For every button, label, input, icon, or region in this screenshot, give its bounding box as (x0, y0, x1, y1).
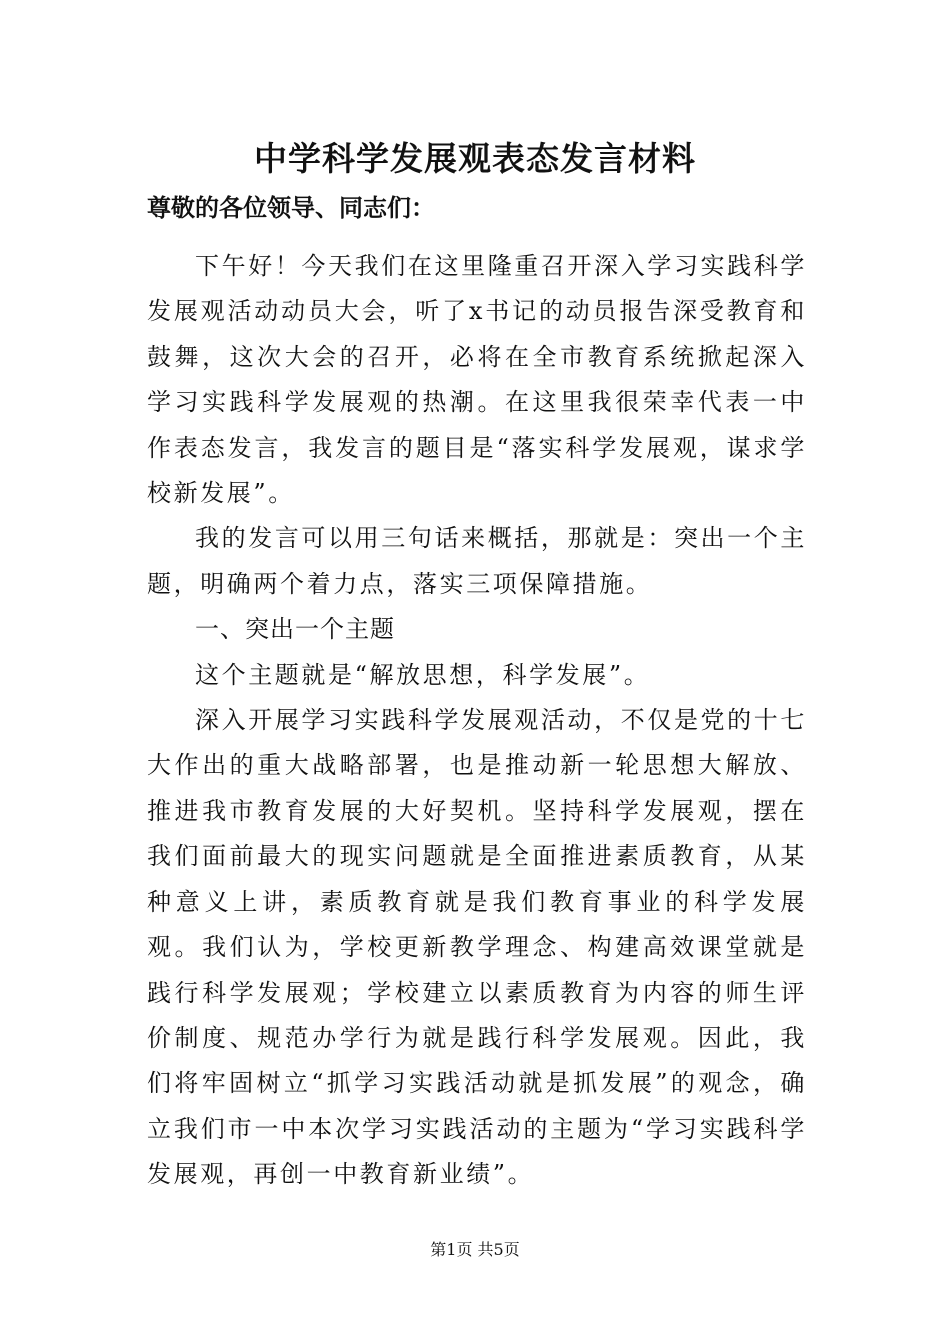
paragraph-theme-detail: 深入开展学习实践科学发展观活动，不仅是党的十七大作出的重大战略部署，也是推动新一轮思想大解放、推进我市教育发展的大好契机。坚持科学发展观，摆在我们面前最大的现实问题就是全面推进素质教育，从某种意义上讲，素质教育就是我们教育事业的科学发展观。我们认为，学校更新教学理念、构建高效课堂就是践行科学发展观；学校建立以素质教育为内容的师生评价制度、规范办学行为就是践行科学发展观。因此，我们将牢固树立“抓学习实践活动就是抓发展”的观念，确立我们市一中本次学习实践活动的主题为“学习实践科学发展观，再创一中教育新业绩”。 (147, 706, 807, 1189)
salutation: 尊敬的各位领导、同志们： (147, 193, 435, 222)
section-heading: 一、突出一个主题 (195, 615, 395, 644)
page-footer: 第1页 共5页 (430, 1240, 520, 1259)
paragraph-greeting: 下午好！今天我们在这里隆重召开深入学习实践科学发展观活动动员大会，听了x书记的动员报告深受教育和鼓舞，这次大会的召开，必将在全市教育系统掀起深入学习实践科学发展观的热潮。在这里我很荣幸代表一中作表态发言，我发言的题目是“落实科学发展观，谋求学校新发展”。 (147, 252, 807, 508)
paragraph-theme: 这个主题就是“解放思想，科学发展”。 (195, 660, 651, 689)
document-body (147, 186, 807, 1198)
document-title: 中学科学发展观表态发言材料 (254, 139, 696, 178)
paragraph-summary: 我的发言可以用三句话来概括，那就是：突出一个主题，明确两个着力点，落实三项保障措施。 (147, 524, 807, 598)
